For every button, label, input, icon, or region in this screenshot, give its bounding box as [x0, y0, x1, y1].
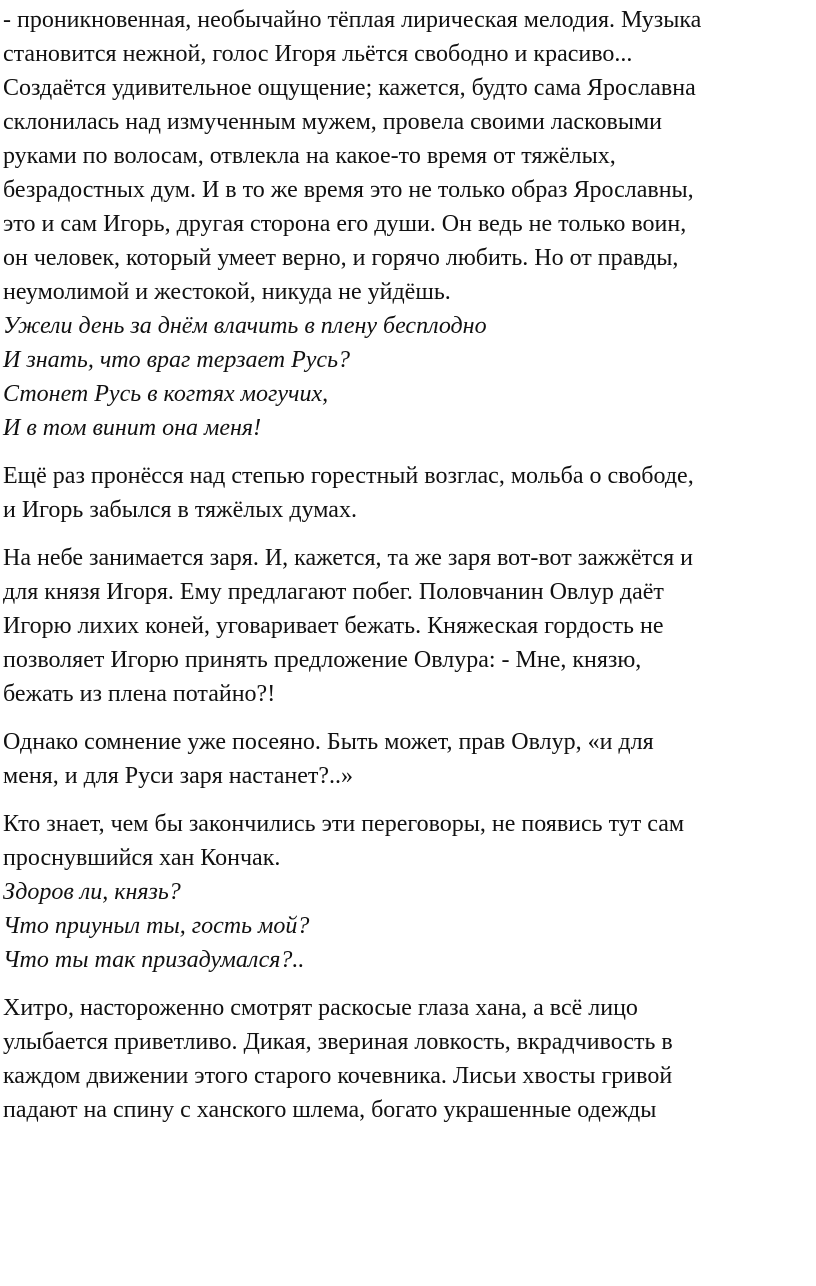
- text-line: он человек, который умеет верно, и горячо любить. Но от правды,: [3, 245, 679, 271]
- verse-line: И знать, что враг терзает Русь?: [3, 347, 351, 373]
- text-line: Хитро, настороженно смотрят раскосые глаза хана, а всё лицо: [3, 995, 638, 1021]
- text-line: для князя Игоря. Ему предлагают побег. Половчанин Овлур даёт: [3, 579, 664, 605]
- text-line: На небе занимается заря. И, кажется, та же заря вот-вот зажжётся и: [3, 545, 693, 571]
- verse-line: И в том винит она меня!: [3, 415, 262, 441]
- text-line: Кто знает, чем бы закончились эти переговоры, не появись тут сам: [3, 811, 685, 837]
- verse-igor-aria: [3, 309, 813, 445]
- paragraph-konchak-arrives: [3, 807, 813, 875]
- paragraph-melody: [3, 0, 813, 309]
- text-line: каждом движении этого старого кочевника. Лисьи хвосты гривой: [3, 1063, 673, 1089]
- text-line: Игорю лихих коней, уговаривает бежать. Княжеская гордость не: [3, 613, 664, 639]
- text-line: падают на спину с ханского шлема, богато украшенные одежды: [3, 1097, 657, 1123]
- paragraph-steppe-cry: [3, 459, 813, 527]
- paragraph-doubt: [3, 725, 813, 793]
- text-line: руками по волосам, отвлекла на какое-то время от тяжёлых,: [3, 143, 616, 169]
- text-line: проснувшийся хан Кончак.: [3, 845, 281, 871]
- text-line: Ещё раз пронёсся над степью горестный возглас, мольба о свободе,: [3, 463, 694, 489]
- text-line: безрадостных дум. И в то же время это не только образ Ярославны,: [3, 177, 694, 203]
- verse-konchak-greeting: [3, 875, 813, 977]
- text-line: Однако сомнение уже посеяно. Быть может, прав Овлур, «и для: [3, 729, 654, 755]
- paragraph-dawn-escape: [3, 541, 813, 711]
- text-line: позволяет Игорю принять предложение Овлура: - Мне, князю,: [3, 647, 642, 673]
- paragraph-khan-description: [3, 991, 813, 1127]
- text-line: это и сам Игорь, другая сторона его души. Он ведь не только воин,: [3, 211, 687, 237]
- verse-line: Стонет Русь в когтях могучих,: [3, 381, 329, 407]
- document-page: [3, 0, 813, 1127]
- text-line: бежать из плена потайно?!: [3, 681, 276, 707]
- text-line: Создаётся удивительное ощущение; кажется, будто сама Ярославна: [3, 75, 696, 101]
- text-line: улыбается приветливо. Дикая, звериная ловкость, вкрадчивость в: [3, 1029, 673, 1055]
- text-line: становится нежной, голос Игоря льётся свободно и красиво...: [3, 41, 633, 67]
- verse-line: Что приуныл ты, гость мой?: [3, 913, 310, 939]
- text-line: и Игорь забылся в тяжёлых думах.: [3, 497, 357, 523]
- text-line: неумолимой и жестокой, никуда не уйдёшь.: [3, 279, 451, 305]
- verse-line: Что ты так призадумался?..: [3, 947, 305, 973]
- text-line: склонилась над измученным мужем, провела своими ласковыми: [3, 109, 663, 135]
- verse-line: Ужели день за днём влачить в плену бесплодно: [3, 313, 487, 339]
- verse-line: Здоров ли, князь?: [3, 879, 181, 905]
- text-line: - проникновенная, необычайно тёплая лирическая мелодия. Музыка: [3, 7, 702, 33]
- text-line: меня, и для Руси заря настанет?..»: [3, 763, 354, 789]
